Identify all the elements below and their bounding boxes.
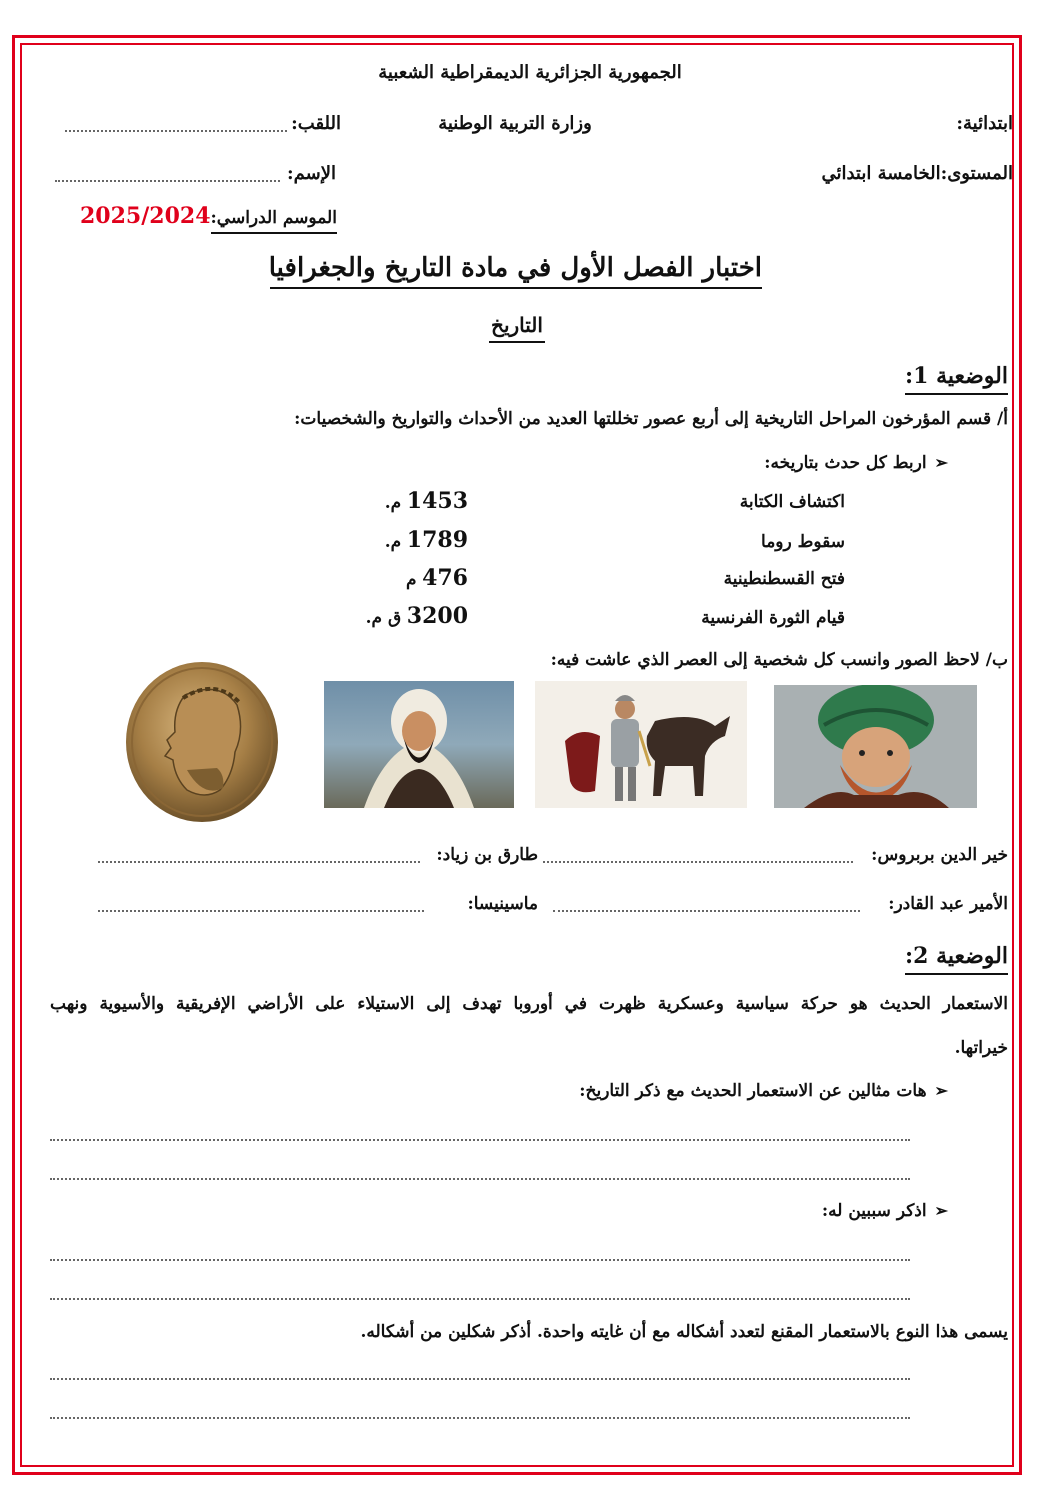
date-2-num: 1789: [406, 527, 468, 553]
season-label: الموسم الدراسي:: [211, 208, 337, 234]
date-4-unit: ق م.: [365, 608, 402, 628]
event-1: اكتشاف الكتابة: [739, 492, 845, 512]
tariq-ibn-ziyad-warrior: [535, 681, 747, 808]
answer-line-q2-2: [50, 1298, 910, 1300]
answer-line-q3-2: [50, 1417, 910, 1419]
figure-label-massinissa: ماسينيسا:: [467, 894, 538, 914]
republic-heading: الجمهورية الجزائرية الديمقراطية الشعبية: [378, 62, 682, 83]
question1-row: [579, 1081, 948, 1101]
figure-dots-tariq: [98, 861, 420, 863]
school-label: ابتدائية:: [956, 113, 1013, 134]
event-3: فتح القسطنطينية: [723, 569, 845, 589]
surname-label: اللقب:: [291, 113, 341, 134]
checkmark-arrow-icon: ➢: [934, 1201, 948, 1220]
question3: يسمى هذا النوع بالاستعمار المقنع لتعدد أشكاله مع أن غايته واحدة. أذكر شكلين من أشكاله.: [360, 1322, 1008, 1342]
situation1-instruction-row: [764, 453, 948, 473]
level-label-text: المستوى:: [940, 163, 1013, 184]
figure-dots-abdelkader: [553, 910, 860, 912]
question2-row: [822, 1201, 948, 1221]
figure-label-barbarossa: خير الدين بربروس:: [871, 845, 1008, 865]
situation2-paragraph-line2: خيراتها.: [954, 1038, 1008, 1058]
date-1-unit: م.: [384, 493, 402, 513]
question1: هات مثالين عن الاستعمار الحديث مع ذكر التاريخ:: [579, 1081, 927, 1101]
level-value: الخامسة ابتدائي: [821, 163, 941, 184]
situation2-label: الوضعية 2:: [905, 943, 1008, 975]
name-label: الإسم:: [287, 163, 336, 184]
date-4: [366, 603, 468, 629]
situation1-part-b: ب/ لاحظ الصور وانسب كل شخصية إلى العصر الذي عاشت فيه:: [550, 650, 1008, 670]
answer-line-q3-1: [50, 1378, 910, 1380]
khair-eddine-barbarossa-portrait: [774, 685, 977, 808]
exam-title: اختبار الفصل الأول في مادة التاريخ والجغرافيا: [270, 253, 762, 289]
question2: اذكر سببين له:: [821, 1201, 927, 1221]
date-3-unit: م: [405, 570, 417, 590]
situation2-paragraph-line1: الاستعمار الحديث هو حركة سياسية وعسكرية ظهرت في أوروبا تهدف إلى الاستيلاء على الأراضي الإفريقية والأسيوية ونهب: [50, 994, 1008, 1014]
situation1-part-a: أ/ قسم المؤرخون المراحل التاريخية إلى أربع عصور تخللتها العديد من الأحداث والتواريخ والشخصيات:: [294, 409, 1008, 429]
answer-line-q1-2: [50, 1178, 910, 1180]
checkmark-arrow-icon: ➢: [934, 453, 948, 472]
date-1-num: 1453: [406, 488, 468, 514]
date-4-num: 3200: [406, 603, 468, 629]
date-1: [385, 488, 468, 514]
answer-line-q1-1: [50, 1139, 910, 1141]
season-value: 2025/2024: [80, 203, 211, 229]
situation1-instruction: اربط كل حدث بتاريخه:: [764, 453, 927, 473]
event-4: قيام الثورة الفرنسية: [701, 608, 845, 628]
date-3: [406, 565, 468, 591]
ministry-heading: وزارة التربية الوطنية: [438, 113, 592, 134]
event-2: سقوط روما: [761, 532, 845, 552]
season-row: [80, 203, 337, 229]
checkmark-arrow-icon: ➢: [934, 1081, 948, 1100]
answer-line-q2-1: [50, 1259, 910, 1261]
surname-dots: [65, 130, 287, 132]
date-2-unit: م.: [384, 532, 402, 552]
date-3-num: 476: [422, 565, 468, 591]
figure-label-abdelkader: الأمير عبد القادر:: [888, 894, 1008, 914]
figure-dots-massinissa: [98, 910, 424, 912]
emir-abdelkader-portrait: [324, 681, 514, 808]
section-title: التاريخ: [489, 313, 545, 343]
situation1-label: الوضعية 1:: [905, 363, 1008, 395]
name-dots: [55, 180, 280, 182]
level-label: [821, 163, 1013, 184]
figure-dots-barbarossa: [543, 861, 853, 863]
figure-label-tariq: طارق بن زياد:: [436, 845, 538, 865]
bronze-medallion-portrait: [125, 660, 280, 823]
date-2: [385, 527, 468, 553]
